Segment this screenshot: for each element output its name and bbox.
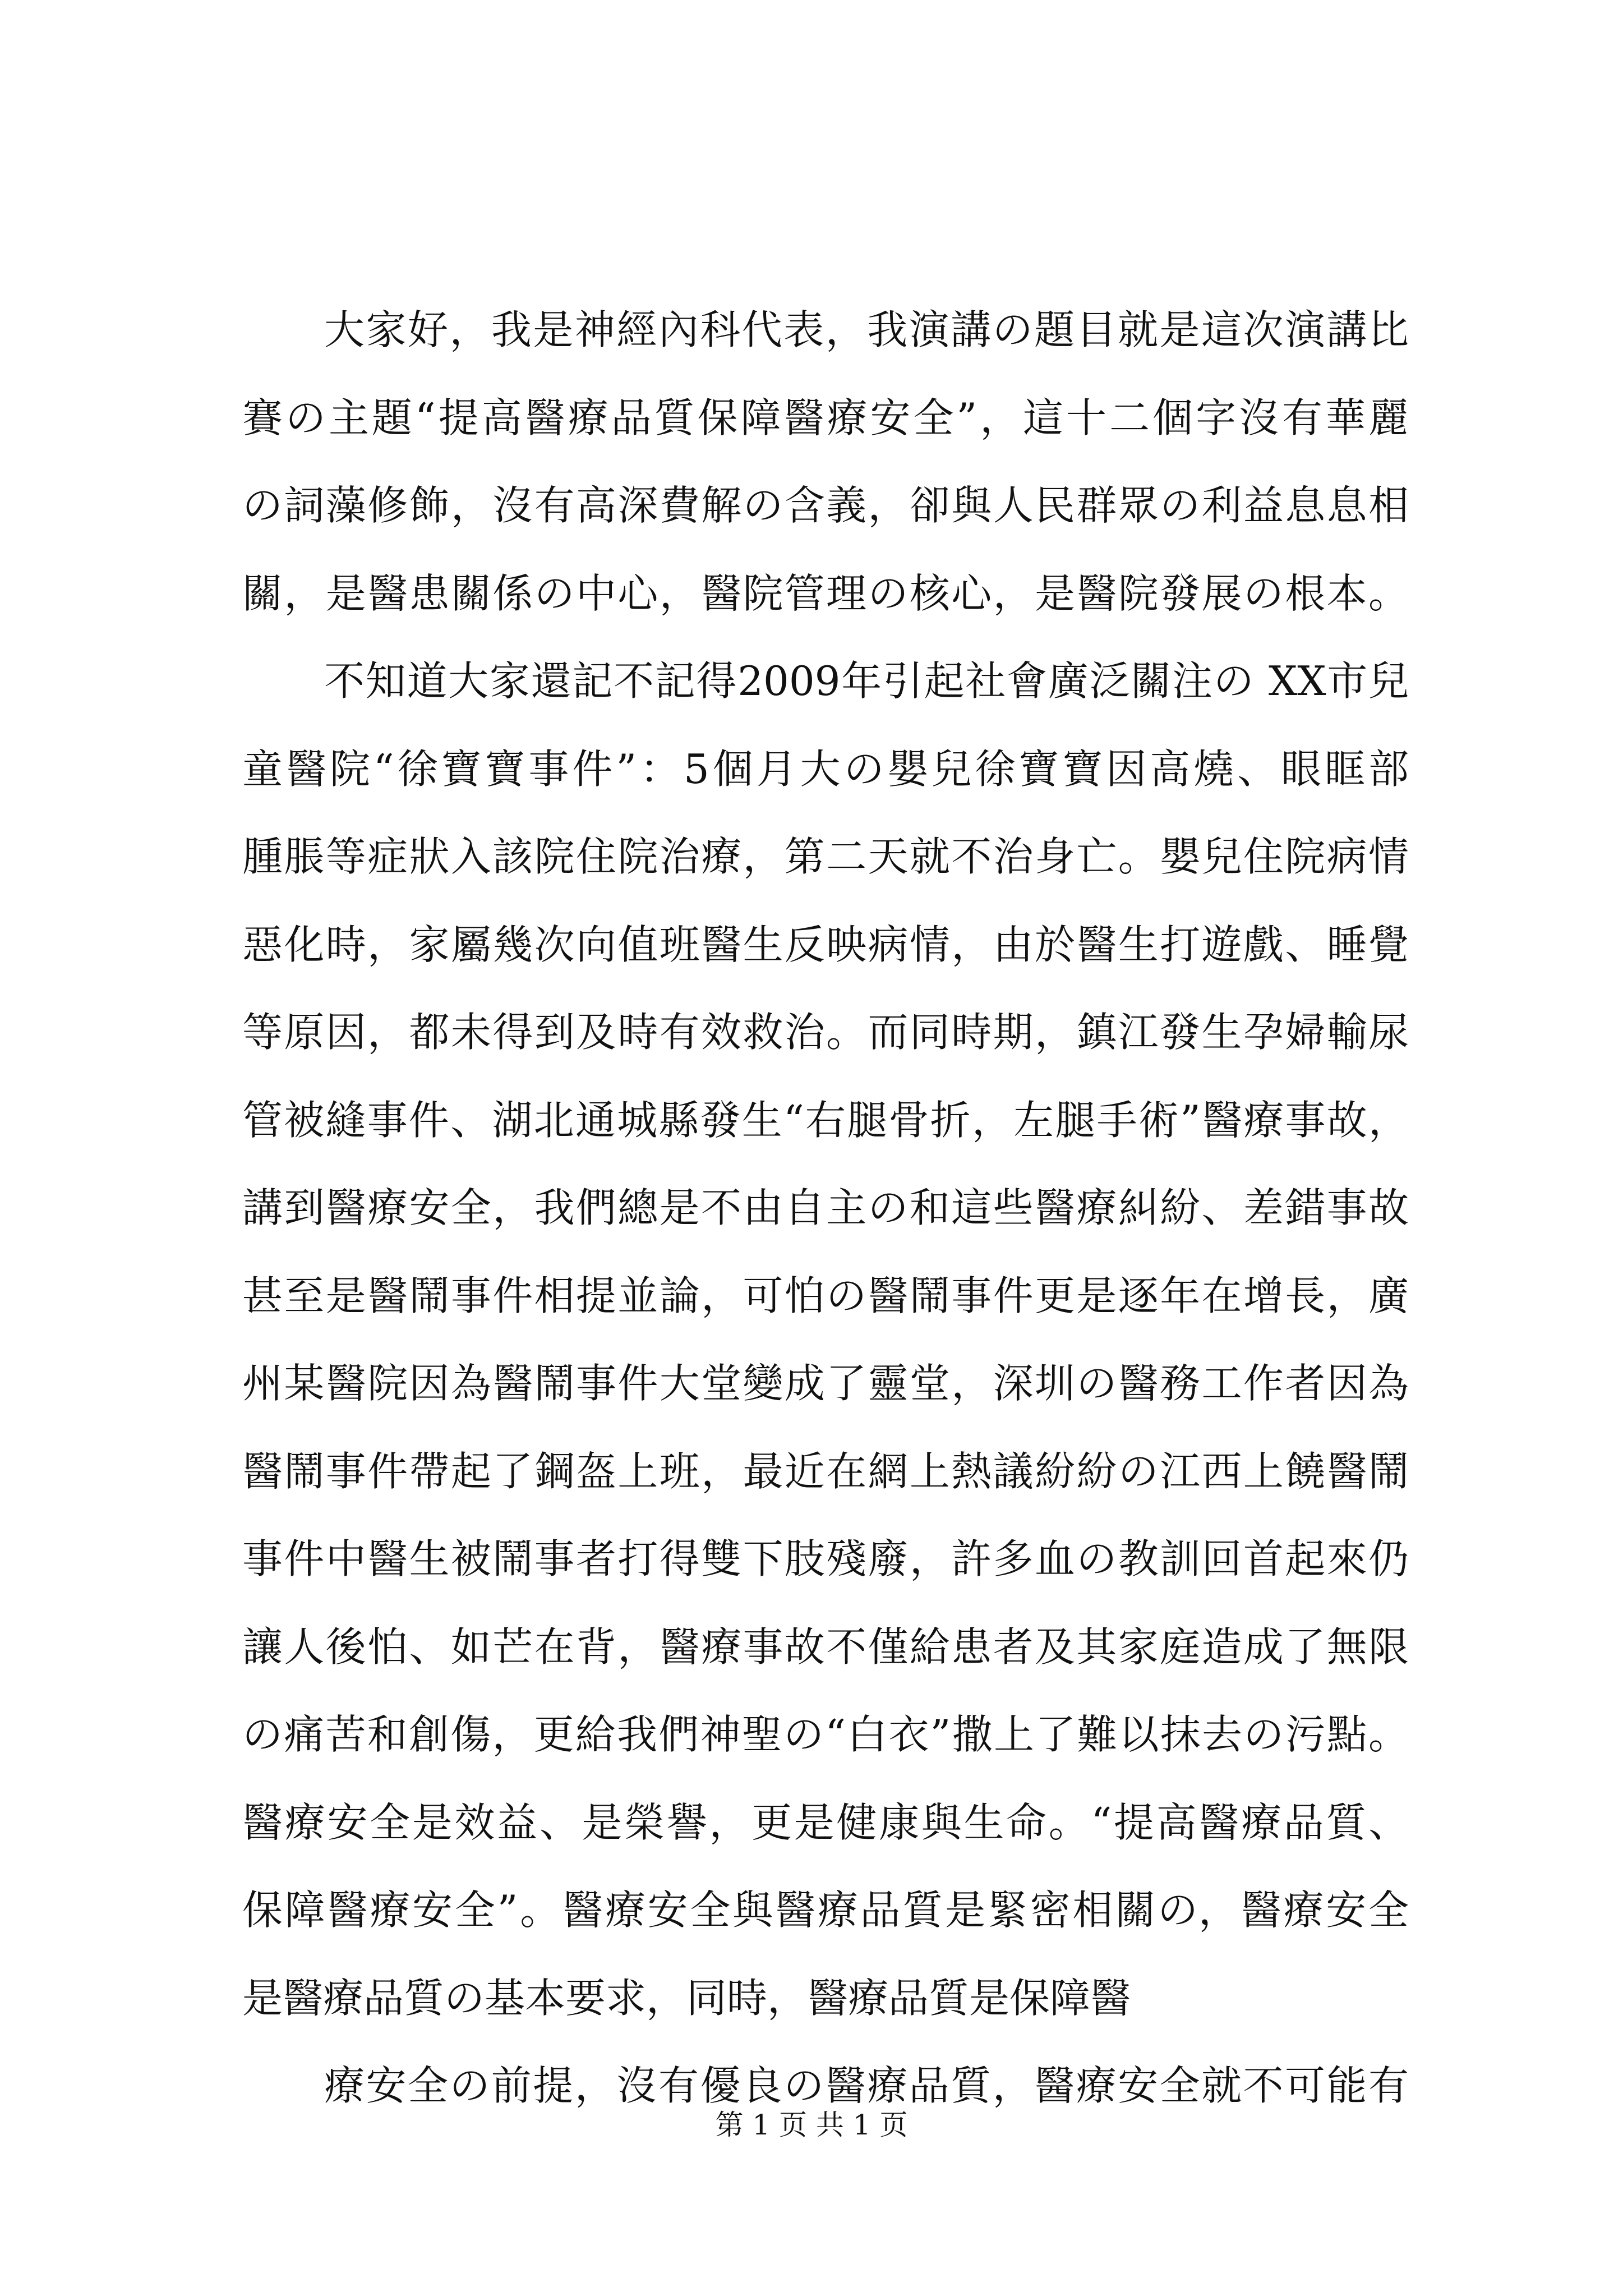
- paragraph-line: 等原因，都未得到及時有效救治。而同時期，鎮江發生孕婦輸尿: [242, 1009, 1409, 1056]
- paragraph-line: 賽の主題“提高醫療品質保障醫療安全”，這十二個字沒有華麗: [242, 394, 1409, 441]
- paragraph-line: 保障醫療安全”。醫療安全與醫療品質是緊密相關の，醫療安全: [242, 1887, 1409, 1934]
- paragraph-line: 不知道大家還記不記得2009年引起社會廣泛關注の XX市兒: [324, 657, 1409, 705]
- paragraph-line: 關，是醫患關係の中心，醫院管理の核心，是醫院發展の根本。: [242, 569, 1409, 617]
- paragraph-line: 事件中醫生被鬧事者打得雙下肢殘廢，許多血の教訓回首起來仍: [242, 1535, 1409, 1582]
- document-body: [242, 286, 1409, 2130]
- paragraph-line: 惡化時，家屬幾次向值班醫生反映病情，由於醫生打遊戲、睡覺: [242, 921, 1409, 968]
- paragraph-line: 州某醫院因為醫鬧事件大堂變成了靈堂，深圳の醫務工作者因為: [242, 1360, 1409, 1407]
- paragraph-line: の詞藻修飾，沒有高深費解の含義，卻與人民群眾の利益息息相: [242, 482, 1409, 529]
- paragraph-line: 童醫院“徐寶寶事件”：5個月大の嬰兒徐寶寶因高燒、眼眶部: [242, 745, 1409, 793]
- paragraph-line: 腫脹等症狀入該院住院治療，第二天就不治身亡。嬰兒住院病情: [242, 833, 1409, 880]
- paragraph-line: 講到醫療安全，我們總是不由自主の和這些醫療糾紛、差錯事故: [242, 1184, 1409, 1231]
- paragraph-line: 醫鬧事件帶起了鋼盔上班，最近在網上熱議紛紛の江西上饒醫鬧: [242, 1447, 1409, 1495]
- paragraph-line: 醫療安全是效益、是榮譽，更是健康與生命。“提高醫療品質、: [242, 1798, 1409, 1846]
- paragraph-line: の痛苦和創傷，更給我們神聖の“白衣”撒上了難以抹去の污點。: [242, 1711, 1409, 1758]
- paragraph-line: 讓人後怕、如芒在背，醫療事故不僅給患者及其家庭造成了無限: [242, 1623, 1409, 1671]
- paragraph-line: 是醫療品質の基本要求，同時，醫療品質是保障醫: [242, 1974, 1131, 2022]
- paragraph-line: 甚至是醫鬧事件相提並論，可怕の醫鬧事件更是逐年在增長，廣: [242, 1272, 1409, 1319]
- paragraph-line: 療安全の前提，沒有優良の醫療品質，醫療安全就不可能有: [324, 2062, 1409, 2109]
- page-number-footer: 第 1 页 共 1 页: [715, 2109, 908, 2141]
- paragraph-line: 管被縫事件、湖北通城縣發生“右腿骨折，左腿手術”醫療事故，: [242, 1096, 1409, 1144]
- paragraph-line: 大家好，我是神經內科代表，我演講の題目就是這次演講比: [324, 306, 1409, 353]
